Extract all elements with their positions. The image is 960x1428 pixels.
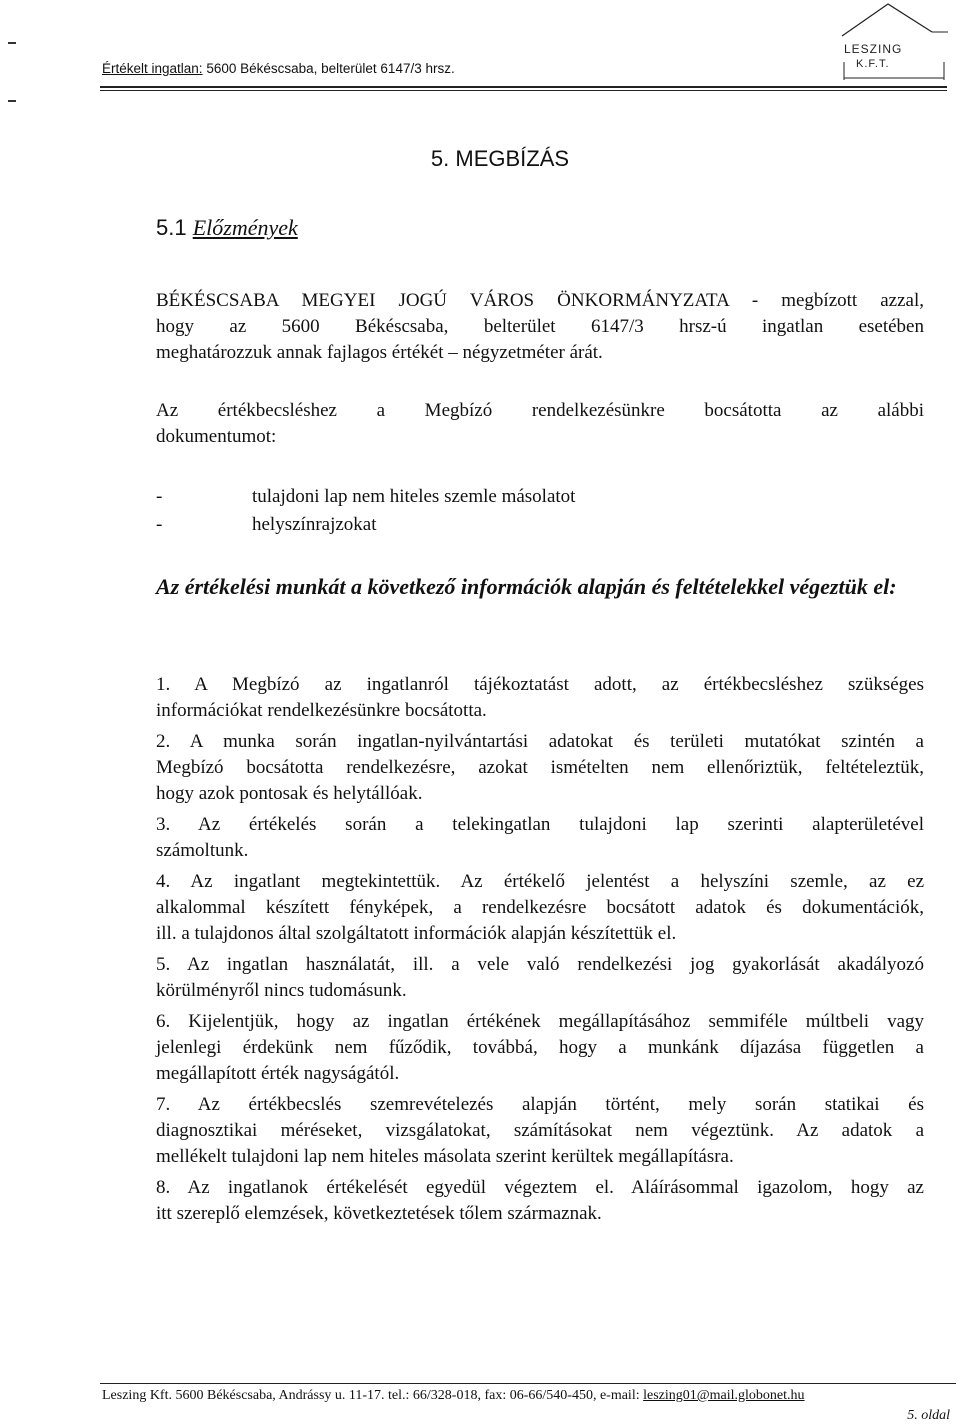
footer-address: Leszing Kft. 5600 Békéscsaba, Andrássy u. 11-17. tel.: 66/328-018, fax: 06-66/540-450, e-mail:	[102, 1388, 644, 1403]
list-item-line: 7. Az értékbecslés szemrevételezés alapján történt, mely során statikai és	[156, 1094, 924, 1115]
logo-text-form: K.F.T.	[856, 58, 890, 70]
conditions-heading: Az értékelési munkát a következő információk alapján és feltételekkel végeztük el:	[156, 574, 897, 599]
list-item	[156, 672, 924, 724]
paragraph-line: meghatározzuk annak fajlagos értékét – négyzetméter árát.	[156, 342, 603, 363]
logo-text-name: LESZING	[844, 42, 903, 56]
list-item-line: 3. Az értékelés során a telekingatlan tulajdoni lap szerinti alapterületével	[156, 814, 924, 835]
paragraph-line: dokumentumot:	[156, 426, 277, 447]
paragraph-line: Az értékbecsléshez a Megbízó rendelkezésünkre bocsátotta az alábbi	[156, 400, 924, 421]
footer-rule	[100, 1383, 956, 1384]
header-rule-thin	[100, 90, 947, 91]
margin-mark-bottom	[8, 100, 16, 102]
list-item-line: körülményről nincs tudomásunk.	[156, 980, 407, 1001]
list-item-line: jelenlegi érdekünk nem fűződik, továbbá, hogy a munkánk díjazása független a	[156, 1037, 924, 1058]
list-item	[156, 1175, 924, 1227]
footer-email-link[interactable]: leszing01@mail.globonet.hu	[643, 1388, 805, 1403]
list-item	[156, 1009, 924, 1087]
list-item-line: számoltunk.	[156, 840, 249, 861]
list-item-line: 5. Az ingatlan használatát, ill. a vele való rendelkezési jog gyakorlását akadályozó	[156, 954, 924, 975]
list-item-line: alkalommal készített fényképek, a rendelkezésre bocsátott adatok és dokumentációk,	[156, 897, 924, 918]
bullet-dash: -	[156, 514, 163, 535]
list-item-text: helyszínrajzokat	[252, 514, 377, 535]
section-title	[156, 215, 298, 241]
list-item-line: megállapított érték nagyságától.	[156, 1063, 400, 1084]
list-item-line: Megbízó bocsátotta rendelkezésre, azokat ismételten nem ellenőriztük, feltételeztük,	[156, 757, 924, 778]
margin-mark-top	[8, 42, 16, 44]
header-property-line	[102, 61, 455, 76]
paragraph-line: hogy az 5600 Békéscsaba, belterület 6147/3 hrsz-ú ingatlan esetében	[156, 316, 924, 337]
list-item-line: itt szereplő elemzések, következtetések tőlem származnak.	[156, 1203, 602, 1224]
list-item-line: hogy azok pontosak és helytállóak.	[156, 783, 423, 804]
chapter-title: 5. MEGBÍZÁS	[430, 146, 570, 171]
documents-paragraph	[156, 398, 924, 450]
list-item	[156, 1092, 924, 1170]
list-item-line: 4. Az ingatlant megtekintettük. Az értékelő jelentést a helyszíni szemle, az ez	[156, 871, 924, 892]
list-item	[156, 729, 924, 807]
list-item-line: 6. Kijelentjük, hogy az ingatlan értékének megállapításához semmiféle múltbeli vagy	[156, 1011, 924, 1032]
list-item-line: 8. Az ingatlanok értékelését egyedül végeztem el. Aláírásommal igazolom, hogy az	[156, 1177, 924, 1198]
footer-contact	[102, 1388, 805, 1404]
list-item-line: mellékelt tulajdoni lap nem hiteles másolata szerint kerültek megállapításra.	[156, 1146, 734, 1167]
list-item-line: információkat rendelkezésünkre bocsátotta.	[156, 700, 487, 721]
list-item-text: tulajdoni lap nem hiteles szemle másolatot	[252, 486, 576, 507]
section-name: Előzmények	[192, 215, 298, 240]
page-number: 5. oldal	[907, 1408, 950, 1423]
list-item	[156, 869, 924, 947]
paragraph-line: BÉKÉSCSABA MEGYEI JOGÚ VÁROS ÖNKORMÁNYZATA - megbízott azzal,	[156, 290, 924, 311]
list-item	[156, 812, 924, 864]
bullet-dash: -	[156, 486, 163, 507]
intro-paragraph	[156, 288, 924, 366]
header-value: 5600 Békéscsaba, belterület 6147/3 hrsz.	[202, 61, 455, 76]
list-item-line: ill. a tulajdonos által szolgáltatott információk alapján készítettük el.	[156, 923, 677, 944]
list-item	[156, 952, 924, 1004]
section-number: 5.1	[156, 215, 193, 240]
list-item-line: 2. A munka során ingatlan-nyilvántartási adatokat és területi mutatókat szintén a	[156, 731, 924, 752]
list-item-line: 1. A Megbízó az ingatlanról tájékoztatást adott, az értékbecsléshez szükséges	[156, 674, 924, 695]
list-item-line: diagnosztikai méréseket, vizsgálatokat, számításokat nem végeztünk. Az adatok a	[156, 1120, 924, 1141]
conditions-list	[156, 672, 924, 1227]
header-rule	[100, 86, 947, 88]
header-label: Értékelt ingatlan:	[102, 61, 203, 76]
